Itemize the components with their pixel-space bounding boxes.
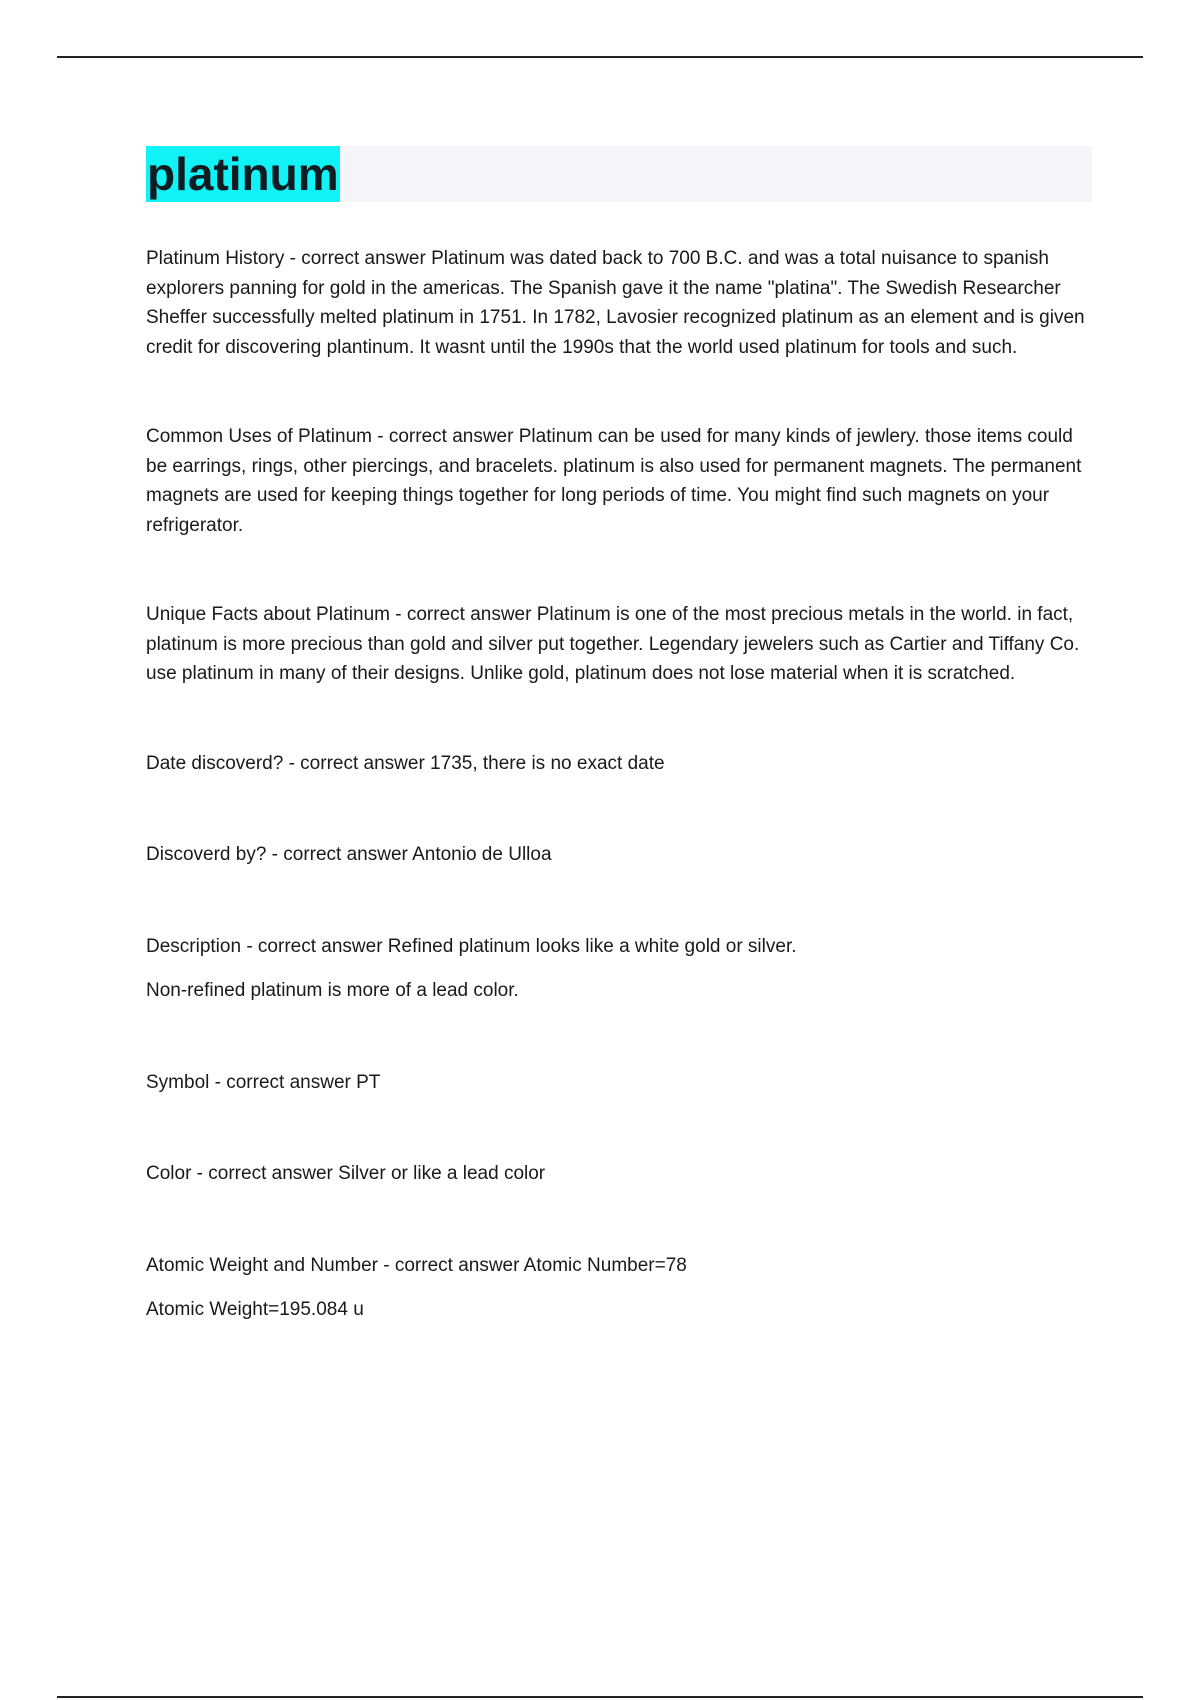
- spacer: [146, 362, 1092, 422]
- entry-discovered-by: Discoverd by? - correct answer Antonio de Ulloa: [146, 844, 552, 865]
- document-body: [146, 244, 1092, 1325]
- entry-date-discovered: Date discoverd? - correct answer 1735, there is no exact date: [146, 752, 665, 774]
- spacer: [146, 1280, 1092, 1295]
- spacer: [146, 1006, 1092, 1068]
- spacer: [146, 961, 1092, 976]
- entry-symbol: Symbol - correct answer PT: [146, 1071, 381, 1093]
- spacer: [146, 689, 1092, 749]
- page-bottom-rule: [57, 1696, 1143, 1698]
- entry-description: Description - correct answer Refined platinum looks like a white gold or silver.: [146, 935, 797, 957]
- spacer: [146, 1189, 1092, 1251]
- entry-platinum-history: Platinum History - correct answer Platinum was dated back to 700 B.C. and was a total nuisance to spanish explorers panning for gold in the americas. The Spanish gave it the name "platina". The Swedish Researcher Sheffer successfully melted platinum in 1751. In 1782, Lavosier recognized platinum as an element and is given credit for discovering plantinum. It wasnt until the 1990s that the world used platinum for tools and such.: [146, 248, 1085, 358]
- entry-color: Color - correct answer Silver or like a lead color: [146, 1163, 546, 1184]
- spacer: [146, 778, 1092, 840]
- entry-description-continued: Non-refined platinum is more of a lead color.: [146, 980, 519, 1001]
- entry-atomic-weight-continued: Atomic Weight=195.084 u: [146, 1299, 364, 1320]
- page-title: platinum: [147, 148, 339, 200]
- entry-common-uses: Common Uses of Platinum - correct answer Platinum can be used for many kinds of jewlery. those items could be earrings, rings, other piercings, and bracelets. platinum is also used for permanent magnets. The permanent magnets are used for keeping things together for long periods of time. You might find such magnets on your refrigerator.: [146, 426, 1082, 536]
- spacer: [146, 540, 1092, 600]
- page-top-rule: [57, 56, 1143, 58]
- entry-atomic-weight-number: Atomic Weight and Number - correct answer Atomic Number=78: [146, 1254, 687, 1276]
- spacer: [146, 870, 1092, 932]
- entry-unique-facts: Unique Facts about Platinum - correct answer Platinum is one of the most precious metals in the world. in fact, platinum is more precious than gold and silver put together. Legendary jewelers such as Cartier and Tiffany Co. use platinum in many of their designs. Unlike gold, platinum does not lose material when it is scratched.: [146, 604, 1080, 684]
- spacer: [146, 1097, 1092, 1159]
